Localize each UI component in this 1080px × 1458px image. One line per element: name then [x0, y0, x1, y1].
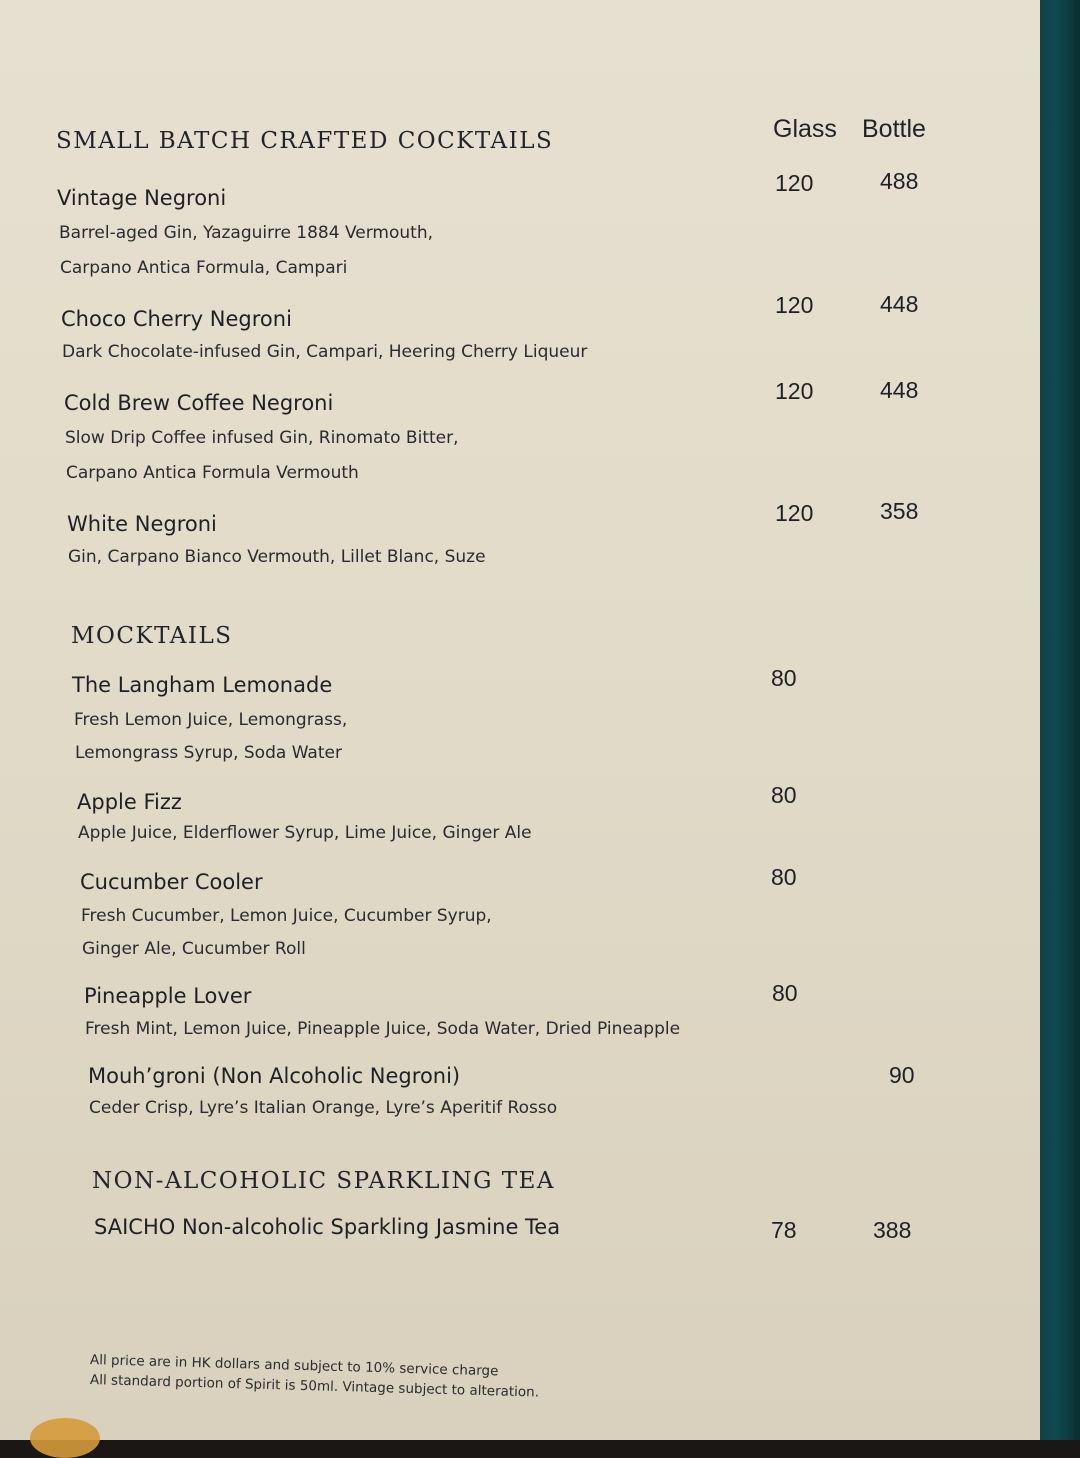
price-bottle: 388	[873, 1217, 912, 1243]
footnote-service-charge: All price are in HK dollars and subject to 10% service charge	[89, 1352, 499, 1380]
price-glass: 80	[771, 864, 797, 890]
item-desc-line: Dark Chocolate-infused Gin, Campari, Heering Cherry Liqueur	[62, 342, 588, 362]
price-bottle: 90	[889, 1062, 915, 1088]
item-desc-line: Barrel-aged Gin, Yazaguirre 1884 Vermouth,	[59, 223, 434, 243]
item-name-cold-brew-coffee-negroni: Cold Brew Coffee Negroni	[64, 391, 334, 415]
item-name-apple-fizz: Apple Fizz	[77, 790, 182, 814]
item-desc-line: Ginger Ale, Cucumber Roll	[82, 939, 306, 959]
item-desc-line: Fresh Cucumber, Lemon Juice, Cucumber Syrup,	[81, 906, 492, 926]
price-glass: 80	[771, 782, 797, 808]
item-name-choco-cherry-negroni: Choco Cherry Negroni	[61, 307, 292, 331]
price-glass: 120	[775, 500, 814, 526]
price-bottle: 448	[880, 377, 919, 403]
section-title-mocktails: MOCKTAILS	[71, 623, 233, 649]
item-desc-line: Gin, Carpano Bianco Vermouth, Lillet Blanc, Suze	[68, 547, 486, 567]
price-bottle: 358	[880, 498, 919, 524]
item-desc-line: Ceder Crisp, Lyre’s Italian Orange, Lyre’s Aperitif Rosso	[89, 1098, 558, 1118]
price-glass: 120	[775, 292, 814, 318]
item-name-cucumber-cooler: Cucumber Cooler	[80, 870, 263, 894]
footnote-spirit-portion: All standard portion of Spirit is 50ml. Vintage subject to alteration.	[89, 1372, 540, 1401]
item-name-white-negroni: White Negroni	[67, 512, 217, 536]
item-desc-line: Apple Juice, Elderflower Syrup, Lime Juice, Ginger Ale	[78, 823, 532, 843]
price-glass: 80	[771, 665, 797, 691]
table-object-blur	[30, 1418, 100, 1458]
item-desc-line: Fresh Mint, Lemon Juice, Pineapple Juice, Soda Water, Dried Pineapple	[85, 1019, 681, 1039]
price-glass: 120	[775, 170, 814, 196]
item-desc-line: Fresh Lemon Juice, Lemongrass,	[74, 710, 348, 730]
item-desc-line: Carpano Antica Formula, Campari	[60, 258, 348, 278]
item-name-saicho-tea: SAICHO Non-alcoholic Sparkling Jasmine Tea	[94, 1215, 561, 1239]
item-name-mouhgroni: Mouh’groni (Non Alcoholic Negroni)	[88, 1064, 461, 1088]
section-title-cocktails: SMALL BATCH CRAFTED COCKTAILS	[56, 128, 554, 154]
price-glass: 120	[775, 378, 814, 404]
section-title-tea: NON-ALCOHOLIC SPARKLING TEA	[92, 1168, 556, 1194]
price-glass: 80	[772, 980, 798, 1006]
price-glass: 78	[771, 1217, 797, 1243]
price-bottle: 448	[880, 291, 919, 317]
item-name-vintage-negroni: Vintage Negroni	[57, 186, 227, 210]
item-name-pineapple-lover: Pineapple Lover	[84, 984, 252, 1008]
item-desc-line: Slow Drip Coffee infused Gin, Rinomato Bitter,	[65, 428, 459, 448]
item-name-langham-lemonade: The Langham Lemonade	[72, 673, 333, 697]
item-desc-line: Carpano Antica Formula Vermouth	[66, 463, 359, 483]
glass-column-header: Glass	[773, 115, 837, 143]
price-bottle: 488	[880, 168, 919, 194]
bottle-column-header: Bottle	[862, 115, 926, 143]
item-desc-line: Lemongrass Syrup, Soda Water	[75, 743, 342, 763]
